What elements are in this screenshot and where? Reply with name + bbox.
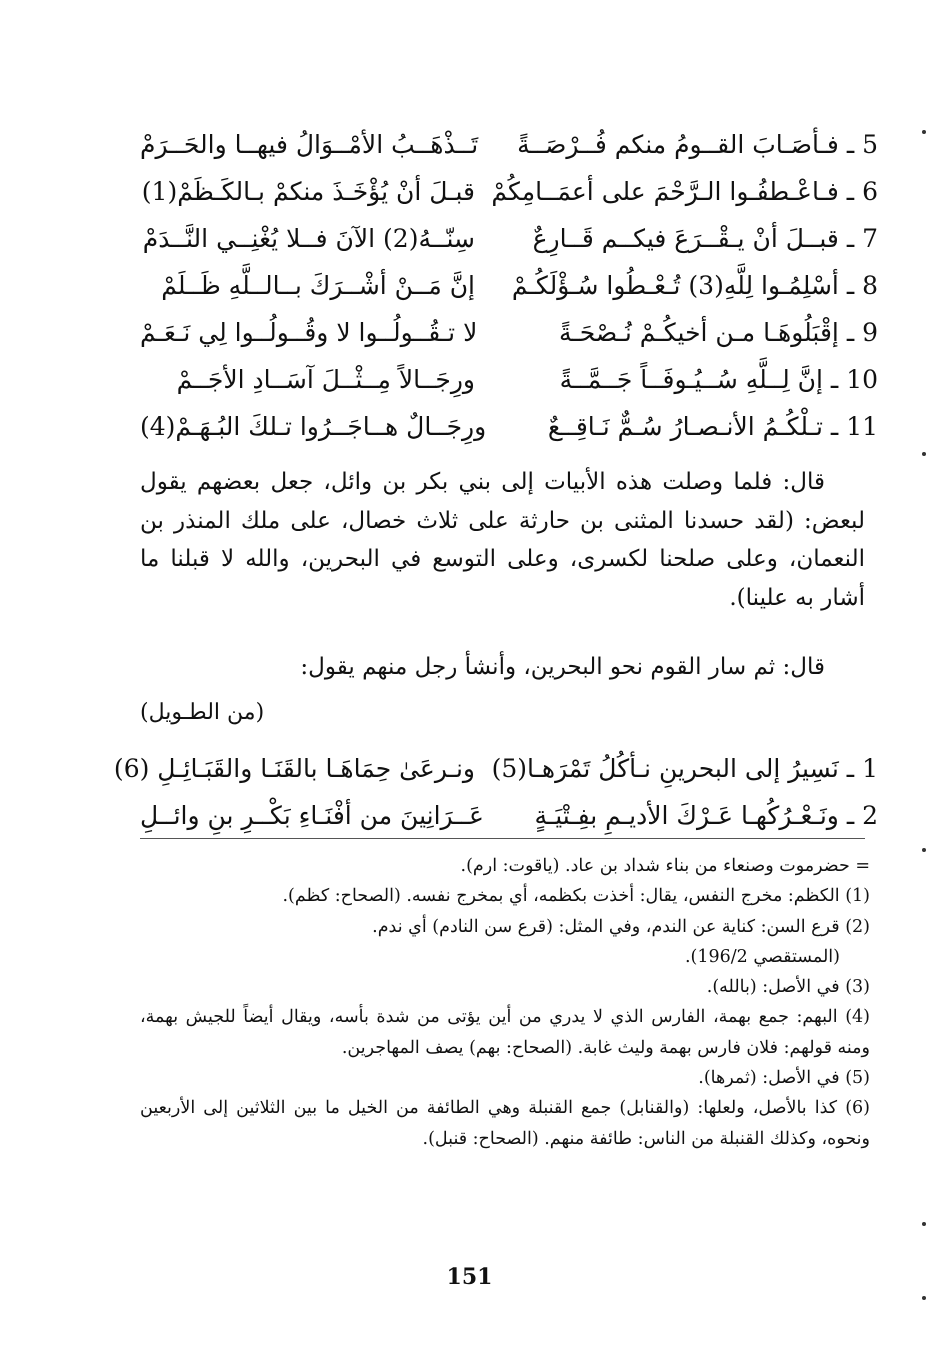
verse-second-hemistich: ونـرعَىٰ حِمَاهَـا بالقَنَـا والقَبَـائِـلِ (6) [113, 754, 475, 783]
verse-first-hemistich: 8 ـ أسْلِمُـوا لِلَّهِ(3) تُـعْـطُوا سُـؤْلَكُـمْ [511, 271, 878, 300]
scan-speck [922, 1222, 926, 1226]
paragraph-march [140, 648, 865, 687]
verse-row [140, 309, 878, 356]
scan-speck [922, 130, 926, 134]
poem-second [113, 745, 878, 839]
verse-second-hemistich: ورِجَــالاً مِــثْــلَ آسَــادِ الأجَــمْ [176, 365, 475, 394]
verse-first-hemistich: 5 ـ فـأصَـابَ القــومُ منكم فُــرْصَــةً [517, 130, 878, 159]
paragraph-text: قال: فلما وصلت هذه الأبيات إلى بني بكر بن وائل، جعل بعضهم يقول لبعض: (لقد حسدنا المثنى بن حارثة على ثلاث خصال، على ملك المنذر بن النعمان، وعلى صلحنا لكسرى، وعلى التوسع في البحرين، والله لا قبلنا ما أشار به علينا). [140, 469, 865, 611]
verse-first-hemistich: 7 ـ قبــلَ أنْ يـقْــرَعَ فيكــم قَــارِعٌ [532, 224, 878, 253]
verse-second-hemistich: سِنّــهُ(2) الآنَ فــلا يُغْنِــي النَّــدَمْ [142, 224, 475, 253]
verse-second-hemistich: إنَّ مَــنْ أشْــرَكَ بــالــلَّهِ ظَــلَمْ [161, 271, 475, 300]
verse-row [140, 792, 878, 839]
verse-row [140, 168, 878, 215]
page-number: 151 [446, 1264, 493, 1290]
verse-second-hemistich: لا تـقُــولُــوا لا وقُــولُــوا لِي نَـعَـمْ [140, 318, 478, 347]
footnote-2: (2) قرع السن: كناية عن الندم، وفي المثل: (قرع سن النادم) أي ندم. [372, 916, 870, 937]
verse-first-hemistich: 9 ـ إقْبَلُوهَـا مـن أخيكُـمْ نُـصْحَـةً [558, 318, 878, 347]
footnote-1: (1) الكظم: مخرج النفس، يقال: أخذت بكظمه، أي بمخرج نفسه. (الصحاح: كظم). [282, 886, 870, 907]
verse-second-hemistich: ورِجَــالٌ هــاجَــرُوا تـلكَ البُـهَـمْ(4) [140, 412, 487, 441]
verse-second-hemistich: تَــذْهَــبُ الأمْــوَالُ فيهــا والحَــرَمْ [140, 130, 479, 159]
verse-row [140, 356, 878, 403]
scan-speck [922, 1296, 926, 1300]
footnote-3: (3) في الأصل: (بالله). [706, 977, 870, 998]
paragraph-reaction [140, 463, 865, 617]
verse-first-hemistich: 10 ـ إنَّ لِــلَّهِ سُــيُـوفَــاً جَــمَّــةً [559, 365, 878, 394]
footnote-6: (6) كذا بالأصل، ولعلها: (والقنابل) جمع القنبلة وهي الطائفة من الخيل ما بين الثلاثين إلى الأربعين ونحوه، وكذلك القنبلة من الناس: طائفة منهم. (الصحاح: قنبل). [140, 1098, 870, 1149]
verse-second-hemistich: عَــرَانِينَ من أفْنَـاءِ بَكْــرِ بنِ وائــلِ [140, 801, 484, 830]
verse-row [140, 403, 878, 450]
poem-meter-label: (من الطـويل) [140, 700, 265, 725]
scan-speck [922, 848, 926, 852]
footnotes [140, 851, 870, 1154]
footnote-2-source: (المستقصي 196/2). [684, 946, 840, 967]
verse-first-hemistich: 6 ـ فـاعْـطفُـوا الـرَّحْمَ على أعمَــامِكُمْ [491, 177, 878, 206]
verse-row [113, 745, 878, 792]
verse-first-hemistich: 11 ـ تـلْكُـمُ الأنـصـارُ سُـمٌّ نَـاقِــعٌ [547, 412, 878, 441]
verse-row [140, 262, 878, 309]
verse-second-hemistich: قبـلَ أنْ يُؤْخَـذَ منكمْ بـالكَـظَمْ(1) [141, 177, 475, 206]
footnote-divider [140, 838, 865, 839]
footnote-4: (4) البهم: جمع بهمة، الفارس الذي لا يدري من أين يؤتى من شدة بأسه، ويقال أيضاً للجيش بهمة، ومنه قولهم: فلان فارس بهمة وليث غابة. (الصحاح: بهم) يصف المهاجرين. [140, 1007, 870, 1058]
footnote-5: (5) في الأصل: (ثمرها). [698, 1068, 870, 1089]
scan-speck [922, 452, 926, 456]
verse-first-hemistich: 1 ـ نَسِيرُ إلى البحرينِ نـأكُلُ تَمْرَهـا(5) [491, 754, 878, 783]
verse-row [140, 121, 878, 168]
verse-row [140, 215, 878, 262]
paragraph-text: قال: ثم سار القوم نحو البحرين، وأنشأ رجل منهم يقول: [300, 654, 825, 680]
verse-first-hemistich: 2 ـ ونَـعْـرُكُهـا عَـرْكَ الأديـمِ بفِـتْيَـةٍ [534, 801, 878, 830]
footnote-continuation: = حضرموت وصنعاء من بناء شداد بن عاد. (ياقوت: ارم). [460, 856, 870, 876]
poem-first [140, 121, 878, 450]
